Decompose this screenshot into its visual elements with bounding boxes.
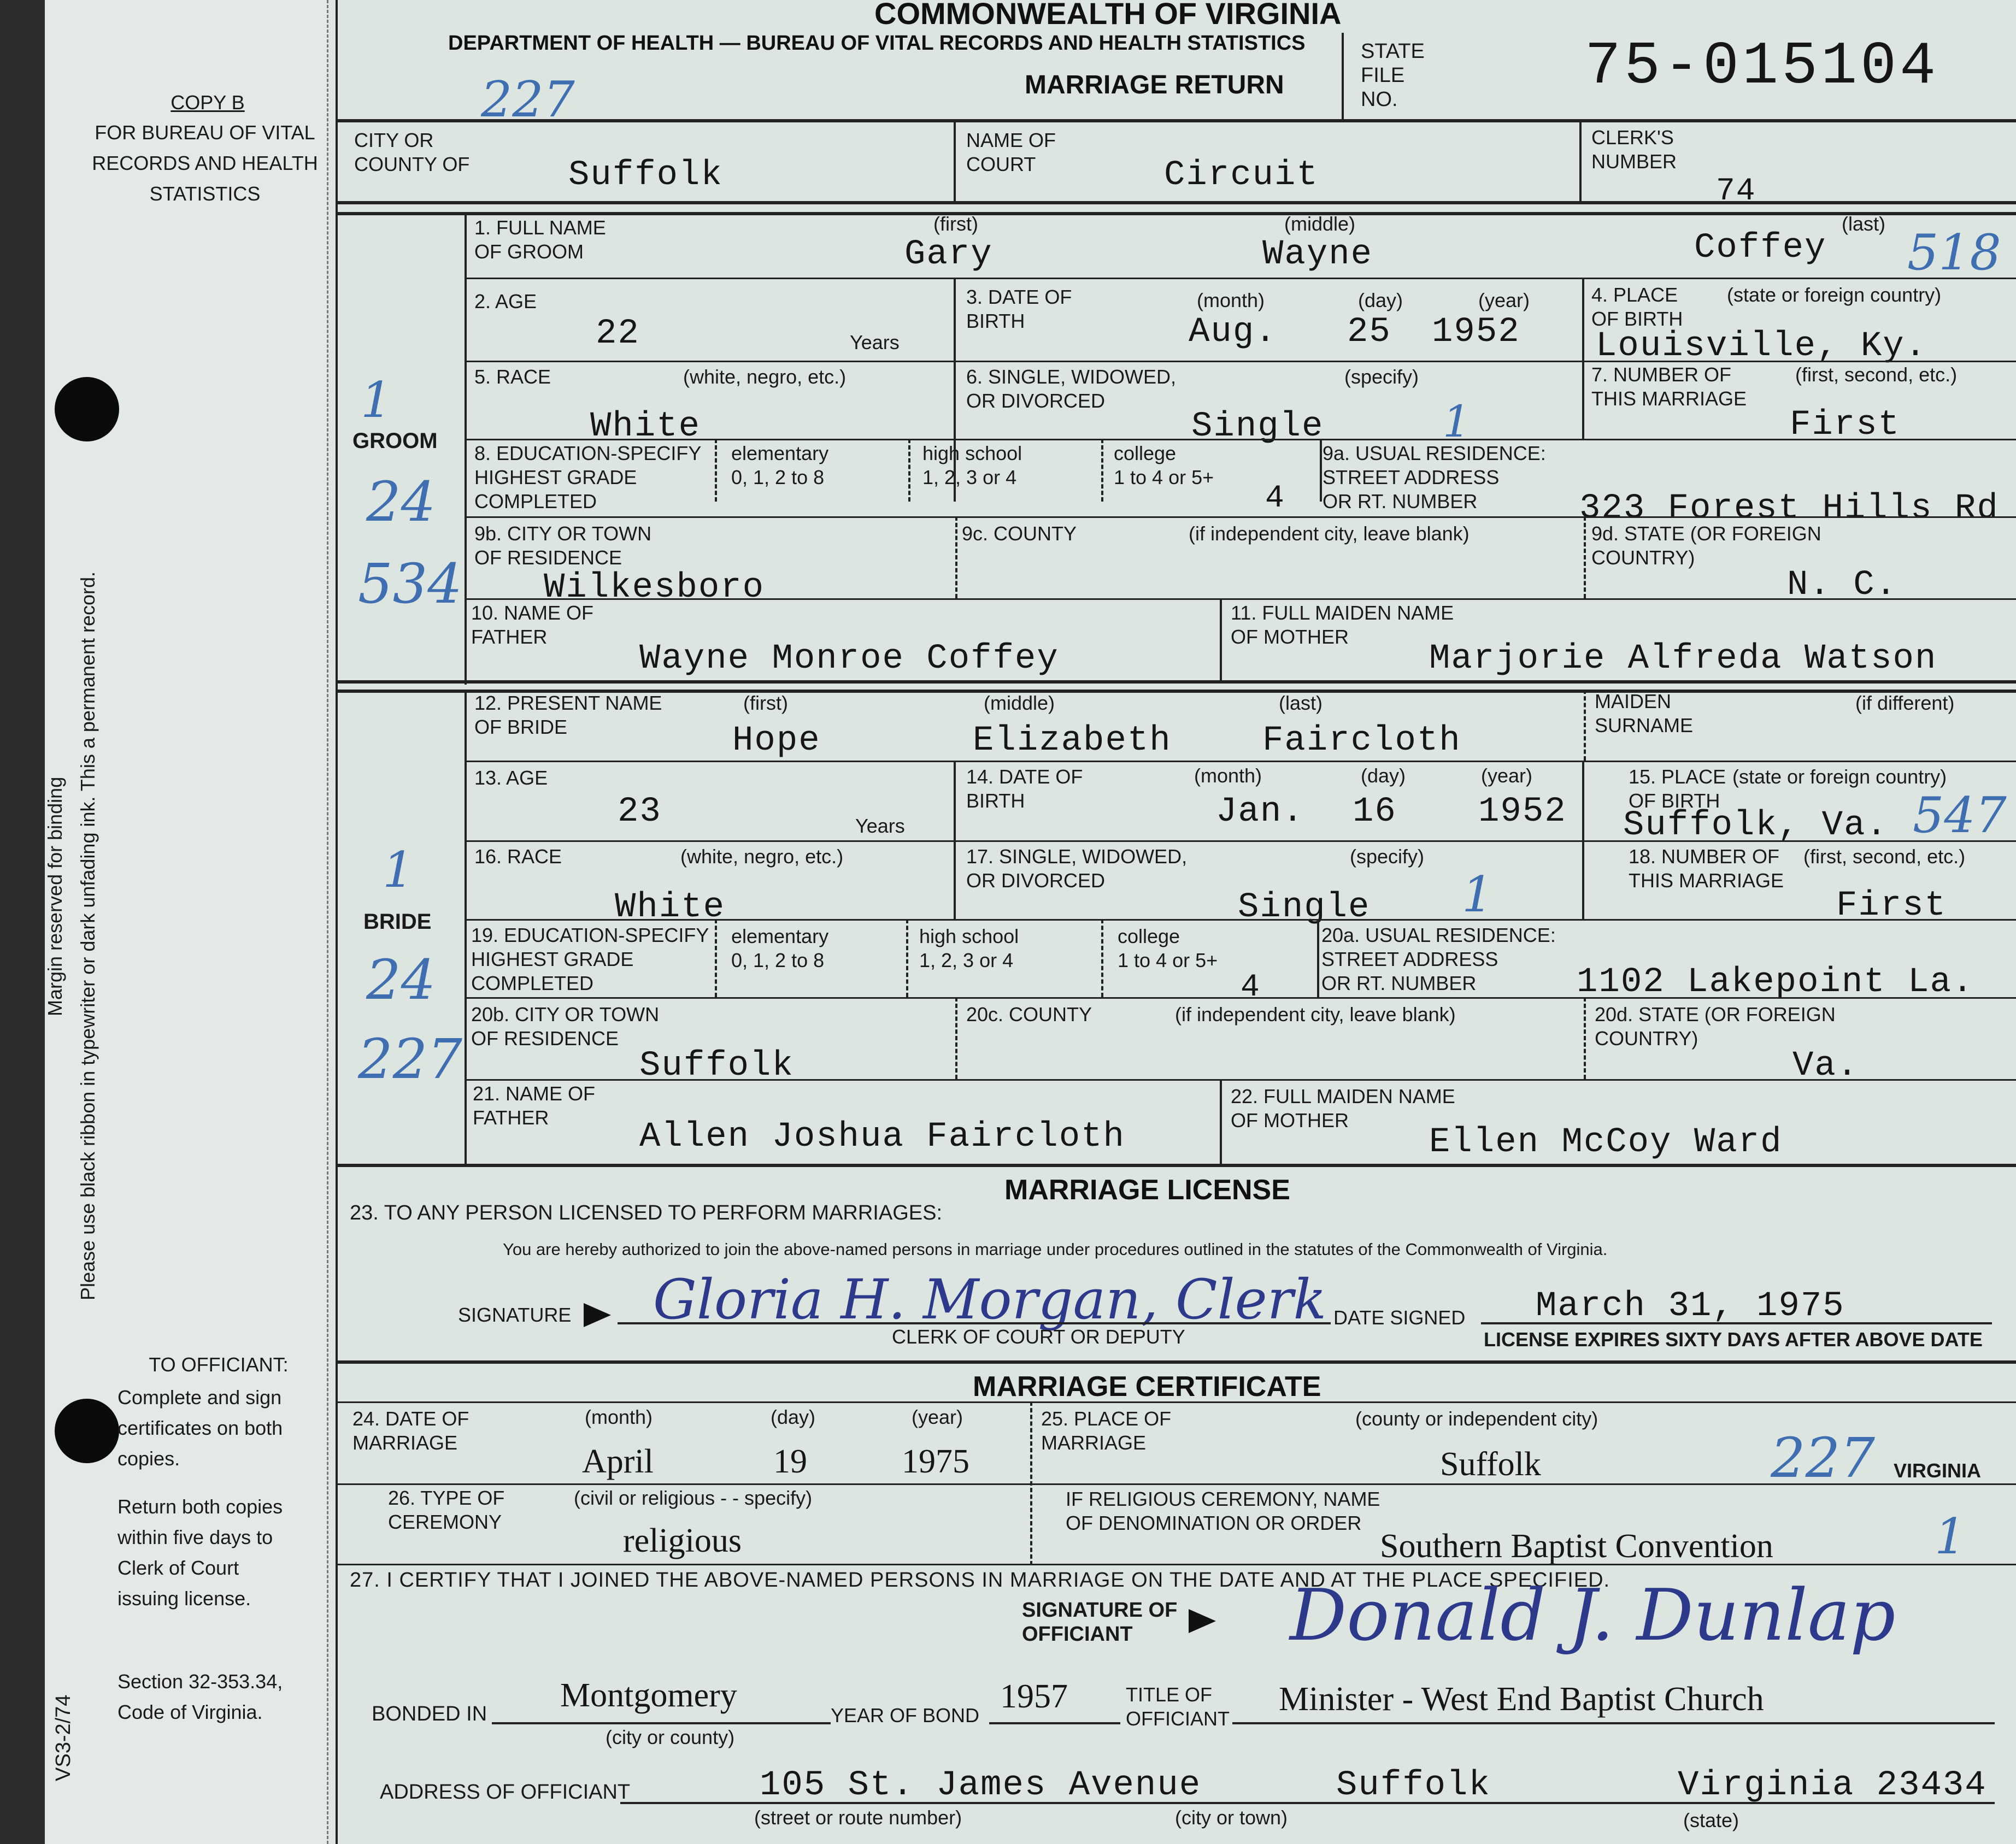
street-caption: (street or route number): [754, 1806, 962, 1829]
arrow-icon: [1189, 1609, 1216, 1633]
pob-heading: (state or foreign country): [1732, 765, 1947, 788]
officiant-signature: Donald J. Dunlap: [1290, 1574, 1896, 1657]
groom-dob-month: Aug.: [1189, 313, 1277, 352]
groom-city-label: 9b. CITY OR TOWN OF RESIDENCE: [474, 522, 652, 569]
rule: [1317, 919, 1319, 997]
bride-college: 4: [1241, 970, 1261, 1005]
groom-father-label: 10. NAME OF FATHER: [471, 602, 594, 648]
divider: [1342, 33, 1344, 120]
marriage-place: Suffolk: [1440, 1446, 1541, 1483]
groom-residence: 323 Forest Hills Rd: [1579, 489, 1999, 528]
bride-mark: 227: [358, 1027, 462, 1091]
bride-mother-label: 22. FULL MAIDEN NAME OF MOTHER: [1231, 1085, 1455, 1132]
bride-last-name: Faircloth: [1262, 721, 1461, 761]
clerk-caption: CLERK OF COURT OR DEPUTY: [892, 1325, 1185, 1348]
first-heading: (first): [743, 692, 788, 714]
rule: [1584, 997, 1586, 1079]
rule: [336, 1401, 2016, 1403]
rule: [908, 439, 910, 502]
groom-age: 22: [596, 314, 640, 354]
rule: [336, 0, 338, 1844]
bride-status: Single: [1238, 888, 1371, 927]
groom-dob-year: 1952: [1432, 313, 1520, 352]
city-label: CITY OR COUNTY OF: [354, 129, 470, 175]
rule: [465, 278, 2016, 279]
bride-dob-label: 14. DATE OF BIRTH: [966, 765, 1083, 812]
rule: [989, 1722, 1120, 1724]
officiant-title: Minister - West End Baptist Church: [1279, 1681, 1764, 1718]
address-state: Virginia 23434: [1678, 1766, 1987, 1805]
rule: [465, 840, 2016, 842]
rule: [618, 1322, 1331, 1324]
groom-pob: Louisville, Ky.: [1596, 327, 1927, 366]
marriage-year: 1975: [902, 1443, 969, 1480]
bride-mark: 1: [383, 841, 414, 899]
groom-dob-label: 3. DATE OF BIRTH: [966, 286, 1072, 332]
maiden-heading: (if different): [1855, 692, 1955, 714]
groom-county-label: 9c. COUNTY: [962, 522, 1077, 545]
license-expiry: LICENSE EXPIRES SIXTY DAYS AFTER ABOVE DATE: [1484, 1328, 1983, 1351]
officiant-instructions: Complete and sign certificates on both copies.: [117, 1386, 283, 1470]
officiant-title-label: TITLE OF OFFICIANT: [1126, 1683, 1230, 1730]
bride-status-label: 17. SINGLE, WIDOWED, OR DIVORCED: [966, 845, 1188, 892]
rule: [465, 761, 2016, 762]
rule: [465, 919, 2016, 921]
marriage-return-form: [334, 0, 2016, 1844]
rule: [465, 361, 2016, 362]
day-heading: (day): [1361, 764, 1406, 787]
bride-father: Allen Joshua Faircloth: [639, 1117, 1125, 1157]
groom-residence-label: 9a. USUAL RESIDENCE: STREET ADDRESS OR RT. NUMBER: [1323, 442, 1546, 512]
groom-mark: 24: [366, 470, 436, 534]
groom-race: White: [590, 407, 701, 446]
groom-mother: Marjorie Alfreda Watson: [1429, 639, 1937, 679]
officiant-heading: TO OFFICIANT:: [149, 1353, 289, 1376]
denomination-mark: 1: [1935, 1508, 1966, 1565]
denomination: Southern Baptist Convention: [1380, 1528, 1773, 1565]
item-27: 27. I CERTIFY THAT I JOINED THE ABOVE-NAMED PERSONS IN MARRIAGE ON THE DATE AND AT THE PLACE SPECIFIED.: [350, 1569, 1611, 1592]
month-heading: (month): [1197, 289, 1265, 311]
bride-code: 547: [1913, 787, 2007, 844]
margin-note: Margin reserved for binding: [44, 776, 66, 1016]
form-name: MARRIAGE RETURN: [1025, 70, 1284, 99]
form-title: COMMONWEALTH OF VIRGINIA: [874, 0, 1342, 31]
form-code: VS3-2/74: [52, 1694, 75, 1781]
department-label: DEPARTMENT OF HEALTH — BUREAU OF VITAL RECORDS AND HEALTH STATISTICS: [448, 32, 1306, 55]
number-heading: (first, second, etc.): [1803, 845, 1966, 868]
race-heading: (white, negro, etc.): [680, 845, 844, 868]
rule: [336, 119, 2016, 122]
rule: [336, 1564, 2016, 1565]
years-label: Years: [850, 331, 900, 354]
groom-father: Wayne Monroe Coffey: [639, 639, 1059, 679]
year-of-bond: 1957: [1000, 1678, 1068, 1715]
court-value: Circuit: [1164, 156, 1319, 195]
elementary-heading: elementary 0, 1, 2 to 8: [731, 925, 829, 971]
year-heading: (year): [1478, 289, 1530, 311]
groom-first-name: Gary: [904, 235, 993, 274]
rule: [1220, 598, 1222, 680]
rule: [955, 516, 957, 598]
binding-hole-icon: [55, 1399, 119, 1463]
race-heading: (white, negro, etc.): [683, 366, 847, 388]
college-heading: college 1 to 4 or 5+: [1114, 442, 1214, 488]
rule: [1579, 119, 1582, 201]
rule: [715, 439, 717, 502]
state-caption: (state): [1683, 1809, 1739, 1831]
bonded-in: Montgomery: [560, 1677, 737, 1714]
address-label: ADDRESS OF OFFICIANT: [380, 1781, 631, 1804]
date-signed-label: DATE SIGNED: [1333, 1306, 1466, 1329]
bride-residence-label: 20a. USUAL RESIDENCE: STREET ADDRESS OR RT. NUMBER: [1321, 924, 1556, 994]
groom-mother-label: 11. FULL MAIDEN NAME OF MOTHER: [1231, 602, 1454, 648]
maiden-surname-label: MAIDEN SURNAME: [1595, 690, 1694, 737]
groom-number: First: [1790, 405, 1901, 445]
bride-dob-year: 1952: [1478, 792, 1567, 832]
county-heading: (if independent city, leave blank): [1189, 522, 1470, 545]
court-label: NAME OF COURT: [966, 129, 1056, 175]
rule: [1481, 1322, 1992, 1324]
middle-heading: (middle): [984, 692, 1055, 714]
bride-age-label: 13. AGE: [474, 767, 548, 789]
rule: [954, 119, 956, 201]
binding-hole-icon: [55, 377, 119, 441]
pob-heading: (state or foreign country): [1727, 284, 1942, 306]
virginia-label: VIRGINIA: [1894, 1459, 1982, 1482]
elementary-heading: elementary 0, 1, 2 to 8: [731, 442, 829, 488]
bride-education-label: 19. EDUCATION-SPECIFY HIGHEST GRADE COMPLETED: [471, 924, 709, 994]
rule: [465, 1079, 2016, 1081]
year-heading: (year): [1481, 764, 1533, 787]
bride-state: Va.: [1792, 1046, 1859, 1086]
marriage-date-label: 24. DATE OF MARRIAGE: [352, 1407, 469, 1454]
high-school-heading: high school 1, 2, 3 or 4: [922, 442, 1022, 488]
groom-college: 4: [1265, 481, 1285, 516]
bride-status-mark: 1: [1462, 866, 1494, 923]
rule: [1101, 439, 1103, 502]
officiant-signature-label: SIGNATURE OF OFFICIANT: [1022, 1599, 1178, 1646]
rule: [1582, 761, 1584, 919]
rule: [1232, 1722, 1995, 1724]
license-heading: MARRIAGE LICENSE: [1004, 1174, 1290, 1206]
clerk-number-value: 74: [1716, 174, 1756, 209]
groom-status: Single: [1191, 407, 1324, 446]
bride-label: BRIDE: [363, 910, 432, 934]
year-heading: (year): [912, 1406, 963, 1428]
groom-dob-day: 25: [1347, 313, 1391, 352]
rule: [620, 1802, 1995, 1804]
item-23: 23. TO ANY PERSON LICENSED TO PERFORM MARRIAGES:: [350, 1201, 943, 1224]
groom-pob-label: 4. PLACE OF BIRTH: [1591, 284, 1683, 330]
clerk-number-label: CLERK'S NUMBER: [1591, 126, 1677, 173]
ceremony-type-label: 26. TYPE OF CEREMONY: [388, 1487, 505, 1533]
last-heading: (last): [1842, 213, 1885, 235]
bride-mark: 24: [366, 948, 436, 1012]
bride-pob: Suffolk, Va.: [1623, 806, 1888, 845]
rule: [465, 212, 467, 685]
rule: [336, 1483, 2016, 1485]
bonded-label: BONDED IN: [372, 1702, 487, 1725]
groom-name-label: 1. FULL NAME OF GROOM: [474, 216, 606, 263]
rule: [492, 1722, 831, 1724]
state-file-number: 75-015104: [1585, 33, 1939, 101]
bride-middle-name: Elizabeth: [973, 721, 1172, 761]
certificate-heading: MARRIAGE CERTIFICATE: [973, 1371, 1321, 1403]
ceremony-heading: (civil or religious - - specify): [574, 1487, 813, 1509]
rule: [954, 761, 956, 919]
rule: [336, 1360, 2016, 1364]
specify-heading: (specify): [1344, 366, 1419, 388]
bride-residence: 1102 Lakepoint La.: [1577, 963, 1974, 1002]
groom-mark: 534: [358, 552, 462, 616]
rule: [955, 997, 957, 1079]
signature-label: SIGNATURE: [458, 1304, 572, 1326]
bride-county-label: 20c. COUNTY: [966, 1003, 1092, 1026]
groom-education-label: 8. EDUCATION-SPECIFY HIGHEST GRADE COMPLETED: [474, 442, 702, 512]
place-code: 227: [1771, 1426, 1875, 1490]
bride-city-label: 20b. CITY OR TOWN OF RESIDENCE: [471, 1003, 660, 1050]
groom-status-mark: 1: [1443, 396, 1471, 447]
copy-for-label: FOR BUREAU OF VITAL RECORDS AND HEALTH STATISTICS: [92, 121, 318, 205]
rule: [465, 997, 2016, 999]
marriage-month: April: [582, 1443, 654, 1480]
bride-mother: Ellen McCoy Ward: [1429, 1123, 1783, 1162]
groom-last-name: Coffey: [1694, 228, 1827, 268]
middle-heading: (middle): [1284, 213, 1356, 235]
groom-race-label: 5. RACE: [474, 366, 551, 388]
city-value: Suffolk: [568, 156, 723, 195]
month-heading: (month): [1194, 764, 1262, 787]
county-heading: (if independent city, leave blank): [1175, 1003, 1456, 1026]
rule: [1320, 439, 1322, 502]
rule: [715, 919, 717, 997]
bride-dob-month: Jan.: [1216, 792, 1304, 832]
bride-name-label: 12. PRESENT NAME OF BRIDE: [474, 692, 662, 738]
date-signed: March 31, 1975: [1536, 1287, 1845, 1326]
rule: [465, 516, 2016, 518]
groom-city: Wilkesboro: [544, 568, 765, 608]
rule: [336, 212, 2016, 215]
bride-race: White: [615, 888, 726, 927]
day-heading: (day): [1358, 289, 1403, 311]
bride-number-label: 18. NUMBER OF THIS MARRIAGE: [1629, 845, 1784, 892]
bride-age: 23: [618, 792, 662, 832]
day-heading: (day): [771, 1406, 816, 1428]
high-school-heading: high school 1, 2, 3 or 4: [919, 925, 1019, 971]
month-heading: (month): [585, 1406, 653, 1428]
rule: [906, 919, 908, 997]
authorization-text: You are hereby authorized to join the above-named persons in marriage under procedures outlined in the statutes of the Commonwealth of Virginia.: [503, 1240, 1608, 1259]
copy-label: COPY B: [171, 91, 245, 114]
rule: [336, 201, 2016, 204]
specify-heading: (specify): [1350, 845, 1425, 868]
bride-father-label: 21. NAME OF FATHER: [473, 1082, 596, 1129]
rule: [1584, 690, 1586, 761]
marriage-place-label: 25. PLACE OF MARRIAGE: [1041, 1407, 1172, 1454]
groom-middle-name: Wayne: [1262, 235, 1373, 274]
rule: [1584, 516, 1586, 598]
groom-mark: 1: [361, 372, 392, 429]
place-heading: (county or independent city): [1355, 1407, 1598, 1430]
denomination-label: IF RELIGIOUS CEREMONY, NAME OF DENOMINATION OR ORDER: [1066, 1488, 1380, 1534]
code-section: Section 32-353.34, Code of Virginia.: [117, 1670, 283, 1723]
address-street: 105 St. James Avenue: [760, 1766, 1202, 1805]
bride-dob-day: 16: [1353, 792, 1397, 832]
year-of-bond-label: YEAR OF BOND: [831, 1704, 980, 1727]
number-heading: (first, second, etc.): [1795, 363, 1958, 386]
bride-number: First: [1836, 886, 1947, 926]
rule: [1582, 278, 1584, 439]
first-heading: (first): [933, 213, 978, 235]
ink-note: Please use black ribbon in typewriter or dark unfading ink. This a permanent record.: [77, 571, 99, 1300]
bride-state-label: 20d. STATE (OR FOREIGN COUNTRY): [1595, 1003, 1836, 1050]
groom-age-label: 2. AGE: [474, 290, 537, 313]
groom-status-label: 6. SINGLE, WIDOWED, OR DIVORCED: [966, 366, 1177, 412]
city-caption: (city or town): [1175, 1806, 1288, 1829]
marriage-day: 19: [773, 1443, 807, 1480]
rule: [465, 598, 2016, 600]
rule: [1220, 1079, 1222, 1164]
bonded-caption: (city or county): [606, 1726, 735, 1748]
perforation-line: [327, 0, 333, 1844]
handwritten-code: 227: [481, 71, 575, 128]
rule: [465, 439, 2016, 440]
years-label: Years: [855, 815, 905, 837]
arrow-icon: [584, 1303, 611, 1327]
bride-city: Suffolk: [639, 1046, 794, 1086]
address-city: Suffolk: [1336, 1766, 1491, 1805]
rule: [336, 680, 2016, 684]
rule: [336, 1164, 2016, 1167]
college-heading: college 1 to 4 or 5+: [1118, 925, 1218, 971]
groom-state-label: 9d. STATE (OR FOREIGN COUNTRY): [1591, 522, 1821, 569]
clerk-signature: Gloria H. Morgan, Clerk: [653, 1268, 1327, 1332]
last-heading: (last): [1279, 692, 1323, 714]
ceremony-type: religious: [623, 1522, 742, 1559]
groom-number-label: 7. NUMBER OF THIS MARRIAGE: [1591, 363, 1747, 410]
state-file-label: STATE FILE NO.: [1361, 40, 1425, 111]
groom-label: GROOM: [352, 429, 438, 453]
groom-state: N. C.: [1787, 565, 1898, 605]
bride-pob-label: 15. PLACE OF BIRTH: [1629, 765, 1726, 812]
rule: [1101, 919, 1103, 997]
return-instructions: Return both copies within five days to Clerk of Court issuing license.: [117, 1495, 283, 1610]
groom-code: 518: [1907, 224, 2001, 281]
bride-race-label: 16. RACE: [474, 845, 562, 868]
scan-edge: [0, 0, 45, 1844]
bride-first-name: Hope: [732, 721, 821, 761]
